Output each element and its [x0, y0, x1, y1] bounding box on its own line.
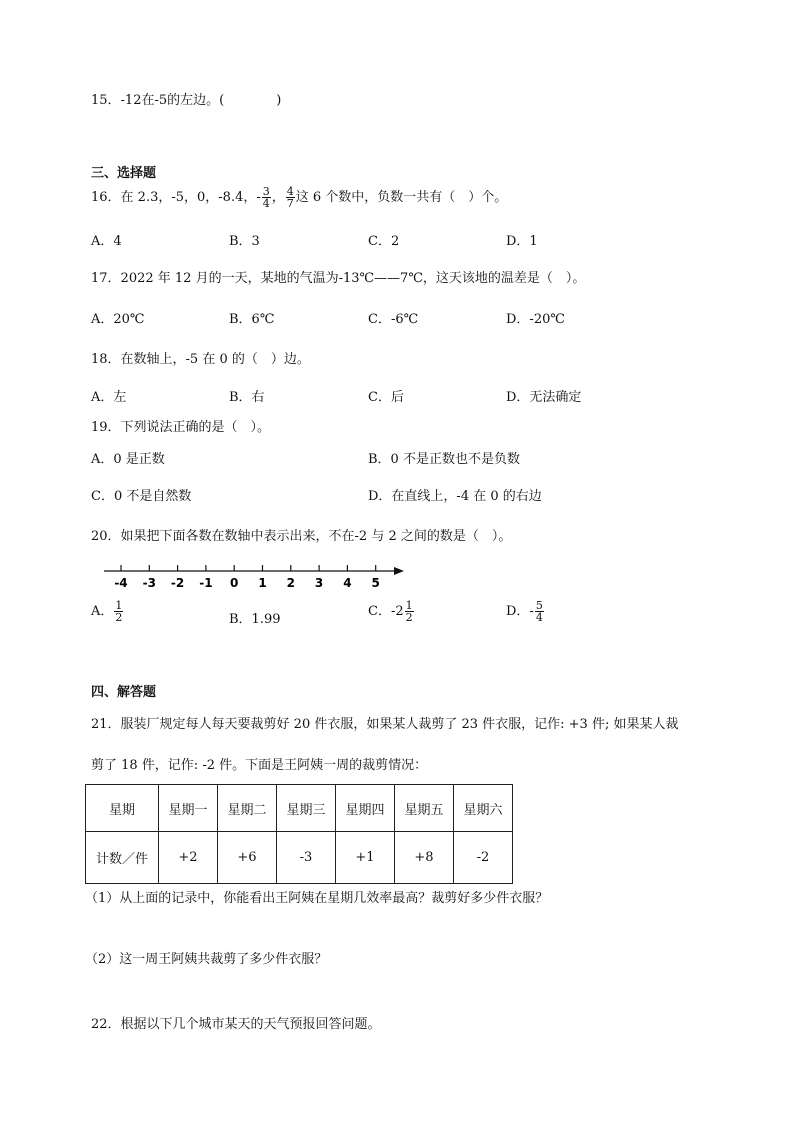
option-b[interactable]: B．右	[229, 390, 265, 405]
question-22: 22．根据以下几个城市某天的天气预报回答问题。	[91, 1017, 381, 1032]
option-c[interactable]: C．后	[368, 390, 404, 405]
fraction-one-half: $\frac{1}{2}$	[115, 599, 123, 624]
option-c[interactable]: C．2	[368, 234, 400, 249]
question-16-post: 这 6 个数中，负数一共有（ ）个。	[295, 190, 508, 205]
option-c[interactable]: C．-6℃	[368, 312, 419, 327]
question-21-line2: 剪了 18 件，记作: -2 件。下面是王阿姨一周的裁剪情况：	[91, 758, 428, 773]
option-b[interactable]: B．0 不是正数也不是负数	[368, 452, 520, 467]
option-d[interactable]: D．在直线上，-4 在 0 的右边	[368, 489, 542, 504]
question-18: 18．在数轴上，-5 在 0 的（ ）边。	[91, 352, 310, 367]
option-b[interactable]: B．1.99	[229, 612, 281, 627]
number-line	[104, 560, 404, 598]
option-a[interactable]: A．0 是正数	[91, 452, 165, 467]
number-line-tick-label: 2	[286, 576, 295, 590]
number-line-tick-label: -2	[170, 576, 185, 590]
table-cell: +1	[336, 832, 395, 884]
fraction-four-sevenths: $\frac{4}{7}$	[286, 185, 294, 210]
table-header-cell: 星期四	[336, 785, 395, 832]
option-b[interactable]: B．3	[229, 234, 260, 249]
table-header-row	[86, 785, 513, 832]
table-header-cell: 星期	[86, 785, 159, 832]
number-line-tick-label: 0	[230, 576, 239, 590]
fraction-five-fourths: $\frac{5}{4}$	[535, 599, 543, 624]
table-cell: +6	[218, 832, 277, 884]
table-row	[86, 832, 513, 884]
table-cell: -2	[454, 832, 513, 884]
question-21-line1: 21．服装厂规定每人每天要裁剪好 20 件衣服，如果某人裁剪了 23 件衣服，记作: +3 件; 如果某人裁	[91, 717, 679, 732]
table-header-cell: 星期一	[159, 785, 218, 832]
question-19: 19．下列说法正确的是（ ）。	[91, 420, 271, 435]
table-header-cell: 星期二	[218, 785, 277, 832]
number-line-tick-label: -3	[142, 576, 156, 590]
number-line-tick-label: -4	[114, 576, 128, 590]
tailoring-record-table	[85, 784, 513, 884]
number-line-tick-label: 5	[371, 576, 380, 590]
number-line-tick-label: 4	[343, 576, 352, 590]
fraction-one-half: $\frac{1}{2}$	[405, 599, 413, 624]
question-15: 15．-12在-5的左边。( )	[91, 93, 282, 108]
section-heading-answer: 四、解答题	[91, 685, 157, 700]
table-cell: +8	[395, 832, 454, 884]
number-line-tick-label: 3	[314, 576, 324, 590]
option-d[interactable]: D．1	[506, 234, 538, 249]
table-header-cell: 星期五	[395, 785, 454, 832]
option-a[interactable]: A．左	[91, 390, 127, 405]
option-d[interactable]: D．- $\frac{5}{4}$	[506, 599, 543, 624]
table-header-cell: 星期六	[454, 785, 513, 832]
option-a[interactable]: A．4	[91, 234, 122, 249]
option-d[interactable]: D．无法确定	[506, 390, 582, 405]
option-a[interactable]: A． $\frac{1}{2}$	[91, 599, 123, 624]
option-c[interactable]: C．-2 $\frac{1}{2}$	[368, 599, 413, 624]
option-a[interactable]: A．20℃	[91, 312, 145, 327]
table-cell: +2	[159, 832, 218, 884]
option-d[interactable]: D．-20℃	[506, 312, 565, 327]
table-cell: 计数／件	[86, 832, 159, 884]
option-b[interactable]: B．6℃	[229, 312, 275, 327]
section-heading-choice: 三、选择题	[91, 166, 157, 181]
question-16-pre: 16．在 2.3，-5，0，-8.4，-	[91, 190, 261, 205]
fraction-three-fourths: $\frac{3}{4}$	[262, 185, 270, 210]
number-line-tick-label: 1	[258, 576, 267, 590]
question-21-sub2: （2）这一周王阿姨共裁剪了多少件衣服？	[85, 952, 328, 967]
question-20: 20．如果把下面各数在数轴中表示出来，不在-2 与 2 之间的数是（ ）。	[91, 529, 512, 544]
table-header-cell: 星期三	[277, 785, 336, 832]
table-cell: -3	[277, 832, 336, 884]
option-c[interactable]: C．0 不是自然数	[91, 489, 192, 504]
number-line-tick-label: -1	[199, 576, 213, 590]
question-17: 17．2022 年 12 月的一天，某地的气温为-13℃——7℃，这天该地的温差是（ ）。	[91, 271, 586, 286]
number-line-svg	[104, 560, 404, 594]
question-16: 16．在 2.3，-5，0，-8.4，- $\frac{3}{4}$ ， $\frac{4}{7}$ 这 6 个数中，负数一共有（ ）个。	[91, 185, 508, 210]
question-21-sub1: （1）从上面的记录中，你能看出王阿姨在星期几效率最高？裁剪好多少件衣服？	[85, 891, 549, 906]
number-line-arrow	[394, 567, 404, 575]
